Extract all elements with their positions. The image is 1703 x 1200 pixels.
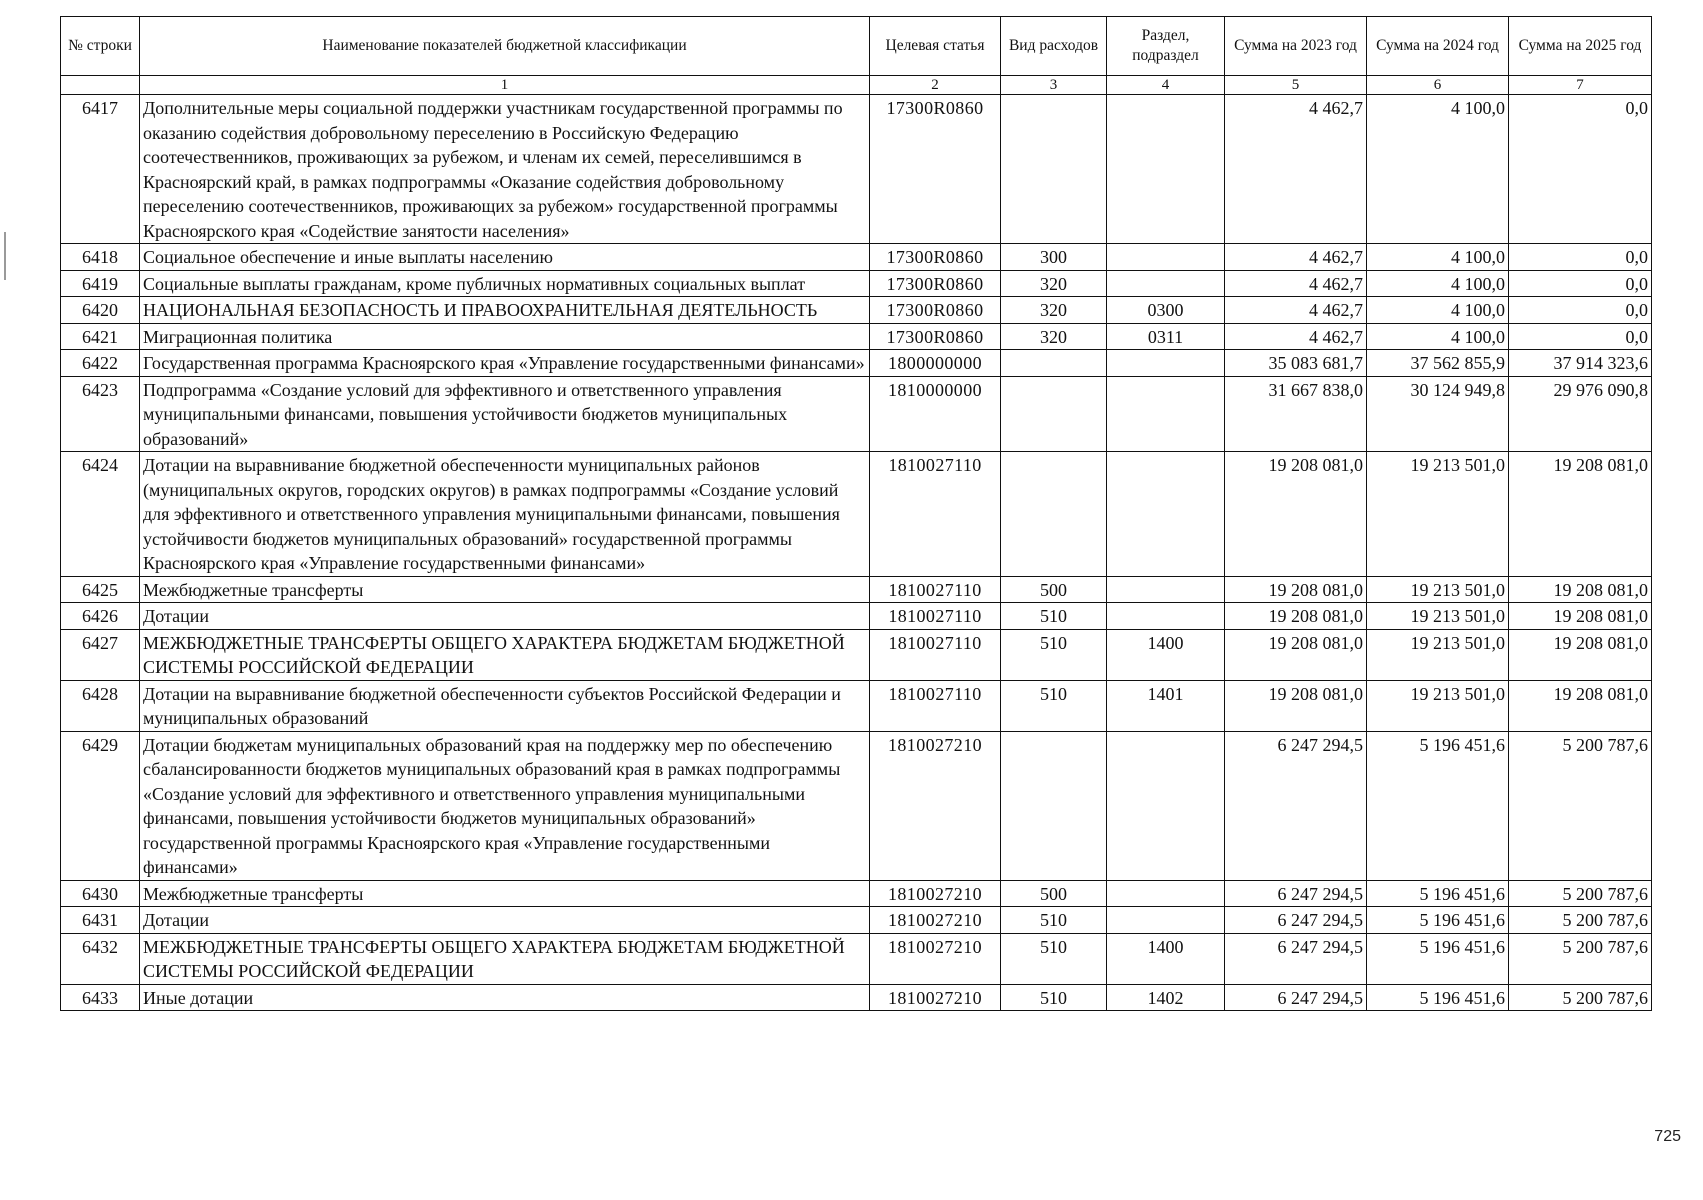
sum-2024: 4 100,0 (1367, 270, 1509, 297)
sum-2025: 5 200 787,6 (1509, 907, 1652, 934)
header-indicator-name: Наименование показателей бюджетной классификации (140, 17, 870, 76)
column-number: 5 (1225, 76, 1367, 95)
sum-2024: 5 196 451,6 (1367, 880, 1509, 907)
row-number: 6430 (61, 880, 140, 907)
column-number-row (61, 76, 1652, 95)
target-article: 1810027110 (870, 629, 1001, 680)
sum-2025: 19 208 081,0 (1509, 603, 1652, 630)
header-row (61, 17, 1652, 76)
indicator-name: Социальные выплаты гражданам, кроме публичных нормативных социальных выплат (140, 270, 870, 297)
table-row (61, 731, 1652, 880)
table-row (61, 984, 1652, 1011)
sum-2024: 5 196 451,6 (1367, 984, 1509, 1011)
row-number: 6429 (61, 731, 140, 880)
header-expense-type: Вид расходов (1001, 17, 1107, 76)
indicator-name: Государственная программа Красноярского края «Управление государственными финансами» (140, 350, 870, 377)
sum-2025: 0,0 (1509, 244, 1652, 271)
sum-2023: 6 247 294,5 (1225, 731, 1367, 880)
section-code (1107, 576, 1225, 603)
sum-2023: 35 083 681,7 (1225, 350, 1367, 377)
target-article: 17300R0860 (870, 270, 1001, 297)
indicator-name: Иные дотации (140, 984, 870, 1011)
header-target-article: Целевая статья (870, 17, 1001, 76)
sum-2023: 19 208 081,0 (1225, 452, 1367, 577)
section-code: 0311 (1107, 323, 1225, 350)
expense-type: 510 (1001, 603, 1107, 630)
section-code: 1400 (1107, 629, 1225, 680)
page-number: 725 (1654, 1128, 1681, 1145)
section-code (1107, 376, 1225, 452)
expense-type: 510 (1001, 984, 1107, 1011)
table-header (61, 17, 1652, 95)
expense-type: 320 (1001, 297, 1107, 324)
indicator-name: Миграционная политика (140, 323, 870, 350)
sum-2023: 31 667 838,0 (1225, 376, 1367, 452)
target-article: 1810027110 (870, 680, 1001, 731)
target-article: 1810027210 (870, 880, 1001, 907)
expense-type (1001, 95, 1107, 244)
section-code (1107, 603, 1225, 630)
section-code (1107, 731, 1225, 880)
column-number: 1 (140, 76, 870, 95)
expense-type: 510 (1001, 629, 1107, 680)
sum-2023: 4 462,7 (1225, 95, 1367, 244)
sum-2024: 19 213 501,0 (1367, 576, 1509, 603)
table-row (61, 907, 1652, 934)
sum-2025: 0,0 (1509, 270, 1652, 297)
sum-2023: 6 247 294,5 (1225, 984, 1367, 1011)
indicator-name: Дотации на выравнивание бюджетной обеспеченности муниципальных районов (муниципальных округов, городских округов) в рамках подпрограммы «Создание условий для эффективного и ответственного управления муниципальными финансами, повышения устойчивости бюджетов муниципальных образований» государственной программы Красноярского края «Управление государственными финансами» (140, 452, 870, 577)
header-sum-2024: Сумма на 2024 год (1367, 17, 1509, 76)
sum-2025: 5 200 787,6 (1509, 933, 1652, 984)
table-row (61, 270, 1652, 297)
expense-type: 320 (1001, 270, 1107, 297)
row-number: 6418 (61, 244, 140, 271)
expense-type: 500 (1001, 576, 1107, 603)
table-row (61, 350, 1652, 377)
indicator-name: Межбюджетные трансферты (140, 880, 870, 907)
section-code (1107, 880, 1225, 907)
sum-2025: 19 208 081,0 (1509, 680, 1652, 731)
table-row (61, 629, 1652, 680)
indicator-name: Межбюджетные трансферты (140, 576, 870, 603)
row-number: 6433 (61, 984, 140, 1011)
target-article: 1810027110 (870, 603, 1001, 630)
target-article: 17300R0860 (870, 244, 1001, 271)
row-number: 6424 (61, 452, 140, 577)
sum-2023: 19 208 081,0 (1225, 603, 1367, 630)
indicator-name: НАЦИОНАЛЬНАЯ БЕЗОПАСНОСТЬ И ПРАВООХРАНИТЕЛЬНАЯ ДЕЯТЕЛЬНОСТЬ (140, 297, 870, 324)
column-number: 6 (1367, 76, 1509, 95)
sum-2025: 19 208 081,0 (1509, 576, 1652, 603)
sum-2023: 19 208 081,0 (1225, 576, 1367, 603)
row-number: 6428 (61, 680, 140, 731)
section-code: 1401 (1107, 680, 1225, 731)
table-row (61, 244, 1652, 271)
target-article: 1800000000 (870, 350, 1001, 377)
expense-type: 500 (1001, 880, 1107, 907)
section-code (1107, 95, 1225, 244)
target-article: 1810027210 (870, 731, 1001, 880)
section-code: 1402 (1107, 984, 1225, 1011)
row-number: 6425 (61, 576, 140, 603)
sum-2023: 4 462,7 (1225, 244, 1367, 271)
indicator-name: Дотации (140, 603, 870, 630)
column-number: 3 (1001, 76, 1107, 95)
target-article: 17300R0860 (870, 323, 1001, 350)
expense-type (1001, 452, 1107, 577)
indicator-name: Дотации на выравнивание бюджетной обеспеченности субъектов Российской Федерации и муниципальных образований (140, 680, 870, 731)
table-row (61, 680, 1652, 731)
section-code (1107, 244, 1225, 271)
header-sum-2023: Сумма на 2023 год (1225, 17, 1367, 76)
section-code (1107, 452, 1225, 577)
indicator-name: МЕЖБЮДЖЕТНЫЕ ТРАНСФЕРТЫ ОБЩЕГО ХАРАКТЕРА БЮДЖЕТАМ БЮДЖЕТНОЙ СИСТЕМЫ РОССИЙСКОЙ ФЕДЕРАЦИИ (140, 629, 870, 680)
row-number: 6432 (61, 933, 140, 984)
section-code: 1400 (1107, 933, 1225, 984)
column-number: 4 (1107, 76, 1225, 95)
sum-2025: 5 200 787,6 (1509, 731, 1652, 880)
sum-2023: 4 462,7 (1225, 323, 1367, 350)
section-code: 0300 (1107, 297, 1225, 324)
sum-2024: 37 562 855,9 (1367, 350, 1509, 377)
sum-2024: 19 213 501,0 (1367, 629, 1509, 680)
expense-type: 300 (1001, 244, 1107, 271)
expense-type: 320 (1001, 323, 1107, 350)
indicator-name: МЕЖБЮДЖЕТНЫЕ ТРАНСФЕРТЫ ОБЩЕГО ХАРАКТЕРА БЮДЖЕТАМ БЮДЖЕТНОЙ СИСТЕМЫ РОССИЙСКОЙ ФЕДЕРАЦИИ (140, 933, 870, 984)
row-number: 6419 (61, 270, 140, 297)
sum-2025: 0,0 (1509, 95, 1652, 244)
sum-2024: 19 213 501,0 (1367, 603, 1509, 630)
sum-2024: 5 196 451,6 (1367, 731, 1509, 880)
row-number: 6417 (61, 95, 140, 244)
indicator-name: Подпрограмма «Создание условий для эффективного и ответственного управления муниципальными финансами, повышения устойчивости бюджетов муниципальных образований» (140, 376, 870, 452)
header-row-number: № строки (61, 17, 140, 76)
indicator-name: Дополнительные меры социальной поддержки участникам государственной программы по оказанию содействия добровольному переселению в Российскую Федерацию соотечественников, проживающих за рубежом, и членам их семей, переселившимся в Красноярский край, в рамках подпрограммы «Оказание содействия добровольному переселению соотечественников, проживающих за рубежом» государственной программы Красноярского края «Содействие занятости населения» (140, 95, 870, 244)
section-code (1107, 270, 1225, 297)
sum-2024: 4 100,0 (1367, 323, 1509, 350)
sum-2023: 4 462,7 (1225, 297, 1367, 324)
row-number: 6427 (61, 629, 140, 680)
sum-2023: 19 208 081,0 (1225, 680, 1367, 731)
budget-classification-table (60, 16, 1652, 1011)
expense-type: 510 (1001, 907, 1107, 934)
row-number: 6420 (61, 297, 140, 324)
sum-2024: 19 213 501,0 (1367, 452, 1509, 577)
expense-type (1001, 731, 1107, 880)
table-row (61, 933, 1652, 984)
sum-2023: 6 247 294,5 (1225, 933, 1367, 984)
row-number: 6423 (61, 376, 140, 452)
table-row (61, 452, 1652, 577)
sum-2025: 19 208 081,0 (1509, 629, 1652, 680)
expense-type (1001, 376, 1107, 452)
sum-2023: 19 208 081,0 (1225, 629, 1367, 680)
section-code (1107, 907, 1225, 934)
row-number: 6431 (61, 907, 140, 934)
sum-2025: 0,0 (1509, 297, 1652, 324)
target-article: 1810027210 (870, 907, 1001, 934)
row-number: 6426 (61, 603, 140, 630)
table-row (61, 95, 1652, 244)
table-row (61, 323, 1652, 350)
indicator-name: Дотации (140, 907, 870, 934)
sum-2023: 6 247 294,5 (1225, 880, 1367, 907)
section-code (1107, 350, 1225, 377)
table-row (61, 297, 1652, 324)
target-article: 1810027210 (870, 933, 1001, 984)
sum-2025: 29 976 090,8 (1509, 376, 1652, 452)
target-article: 17300R0860 (870, 297, 1001, 324)
column-number: 7 (1509, 76, 1652, 95)
target-article: 1810027210 (870, 984, 1001, 1011)
indicator-name: Дотации бюджетам муниципальных образований края на поддержку мер по обеспечению сбалансированности бюджетов муниципальных образований края в рамках подпрограммы «Создание условий для эффективного и ответственного управления муниципальными финансами, повышения устойчивости бюджетов муниципальных образований» государственной программы Красноярского края «Управление государственными финансами» (140, 731, 870, 880)
header-section: Раздел, подраздел (1107, 17, 1225, 76)
table-row (61, 880, 1652, 907)
target-article: 17300R0860 (870, 95, 1001, 244)
row-number: 6421 (61, 323, 140, 350)
table-row (61, 376, 1652, 452)
sum-2024: 4 100,0 (1367, 95, 1509, 244)
target-article: 1810000000 (870, 376, 1001, 452)
sum-2024: 4 100,0 (1367, 244, 1509, 271)
table-row (61, 576, 1652, 603)
sum-2024: 19 213 501,0 (1367, 680, 1509, 731)
expense-type: 510 (1001, 933, 1107, 984)
header-sum-2025: Сумма на 2025 год (1509, 17, 1652, 76)
sum-2025: 19 208 081,0 (1509, 452, 1652, 577)
table-row (61, 603, 1652, 630)
target-article: 1810027110 (870, 576, 1001, 603)
target-article: 1810027110 (870, 452, 1001, 577)
table-body (61, 95, 1652, 1011)
sum-2024: 4 100,0 (1367, 297, 1509, 324)
sum-2024: 30 124 949,8 (1367, 376, 1509, 452)
scan-artifact-line (4, 232, 6, 280)
sum-2024: 5 196 451,6 (1367, 933, 1509, 984)
sum-2023: 6 247 294,5 (1225, 907, 1367, 934)
sum-2025: 0,0 (1509, 323, 1652, 350)
expense-type: 510 (1001, 680, 1107, 731)
sum-2025: 5 200 787,6 (1509, 984, 1652, 1011)
sum-2025: 37 914 323,6 (1509, 350, 1652, 377)
sum-2025: 5 200 787,6 (1509, 880, 1652, 907)
sum-2024: 5 196 451,6 (1367, 907, 1509, 934)
expense-type (1001, 350, 1107, 377)
sum-2023: 4 462,7 (1225, 270, 1367, 297)
column-number (61, 76, 140, 95)
indicator-name: Социальное обеспечение и иные выплаты населению (140, 244, 870, 271)
column-number: 2 (870, 76, 1001, 95)
row-number: 6422 (61, 350, 140, 377)
